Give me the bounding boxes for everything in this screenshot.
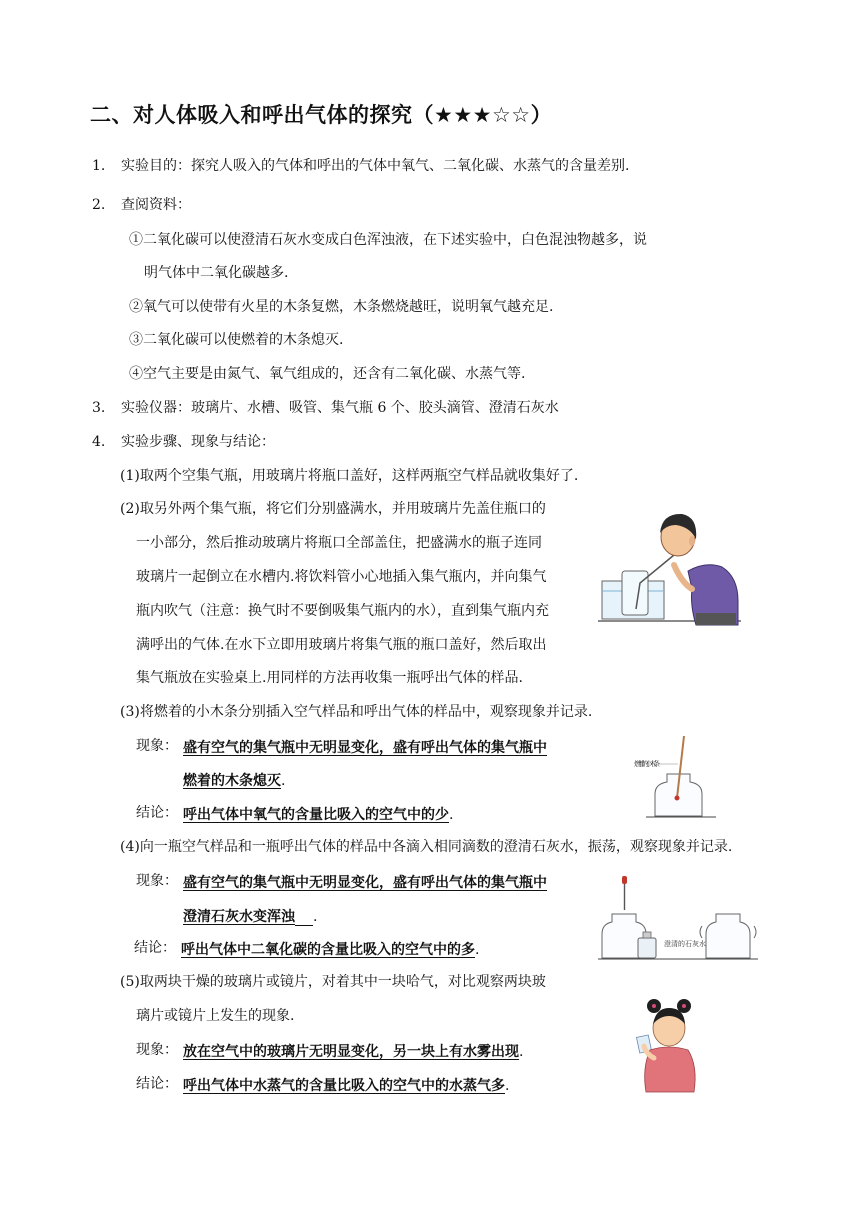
step-2-line-1: (2)取另外两个集气瓶，将它们分别盛满水，并用玻璃片先盖住瓶口的 [120,501,546,517]
item-4-text: 实验步骤、现象与结论： [121,434,275,450]
item-number-4: 4. [92,434,106,450]
answer-conclusion-5: 呼出气体中水蒸气的含量比吸入的空气中的水蒸气多 [183,1078,505,1094]
step-2-line-4: 瓶内吹气（注意：换气时不要倒吸集气瓶内的水），直到集气瓶内充 [136,603,549,619]
figure-blowing-experiment [596,505,746,630]
section-title: 二、对人体吸入和呼出气体的探究（★★★☆☆） [90,103,553,127]
reference-1-line-1: ①二氧化碳可以使澄清石灰水变成白色浑浊液，在下述实验中，白色混浊物越多，说 [129,232,647,248]
answer-phenomenon-3-line-2: 燃着的木条熄灭 [183,773,281,789]
answer-conclusion-4: 呼出气体中二氧化碳的含量比吸入的空气中的多 [181,942,475,958]
blank-underline [295,908,313,926]
phenomenon-label-4: 现象： [136,873,178,889]
item-2-text: 查阅资料： [121,197,191,213]
step-5-line-1: (5)取两块干燥的玻璃片或镜片，对着其中一块哈气，对比观察两块玻 [120,974,546,990]
reference-3: ③二氧化碳可以使燃着的木条熄灭. [129,332,344,348]
reference-1-line-2: 明气体中二氧化碳越多. [144,265,289,281]
item-1-text: 实验目的：探究人吸入的气体和呼出的气体中氧气、二氧化碳、水蒸气的含量差别. [121,158,630,174]
answer-phenomenon-4-line-2: 澄清石灰水变浑浊 [183,909,295,925]
step-4: (4)向一瓶空气样品和一瓶呼出气体的样品中各滴入相同滴数的澄清石灰水，振荡，观察现象并记录. [120,839,733,855]
step-2-line-2: 一小部分，然后推动玻璃片将瓶口全部盖住，把盛满水的瓶子连同 [136,535,542,551]
phenomenon-label-5: 现象： [136,1042,178,1058]
step-3: (3)将燃着的小木条分别插入空气样品和呼出气体的样品中，观察现象并记录. [120,704,593,720]
figure-girl-breathing [628,996,712,1094]
period-mark: . [313,909,318,925]
item-number-3: 3. [92,400,106,416]
period-mark: . [281,773,286,789]
conclusion-label-5: 结论： [136,1076,178,1092]
stick-label: 燃着的小木条 [634,760,660,768]
period-mark: . [505,1078,510,1094]
conclusion-label-3: 结论： [136,805,178,821]
phenomenon-label-3: 现象： [136,738,178,754]
answer-phenomenon-4-line-1: 盛有空气的集气瓶中无明显变化，盛有呼出气体的集气瓶中 [183,875,547,891]
conclusion-label-4: 结论： [134,940,176,956]
step-2-line-6: 集气瓶放在实验桌上.用同样的方法再收集一瓶呼出气体的样品. [136,670,523,686]
item-number-2: 2. [92,197,106,213]
period-mark: . [449,807,454,823]
answer-phenomenon-5: 放在空气中的玻璃片无明显变化，另一块上有水雾出现 [183,1044,519,1060]
period-mark: . [519,1044,524,1060]
item-number-1: 1. [92,158,106,174]
step-2-line-3: 玻璃片一起倒立在水槽内.将饮料管小心地插入集气瓶内，并向集气 [136,569,547,585]
step-2-line-5: 满呼出的气体.在水下立即用玻璃片将集气瓶的瓶口盖好，然后取出 [136,637,547,653]
lime-water-label: 澄清的石灰水 [664,940,706,948]
figure-burning-stick [612,730,722,820]
figure-lime-water [598,872,758,962]
period-mark: . [475,942,480,958]
answer-conclusion-3: 呼出气体中氧气的含量比吸入的空气中的少 [183,807,449,823]
step-1: (1)取两个空集气瓶，用玻璃片将瓶口盖好，这样两瓶空气样品就收集好了. [120,468,579,484]
step-5-line-2: 璃片或镜片上发生的现象. [136,1008,295,1024]
item-3-text: 实验仪器：玻璃片、水槽、吸管、集气瓶 6 个、胶头滴管、澄清石灰水 [121,400,559,416]
reference-2: ②氧气可以使带有火星的木条复燃，木条燃烧越旺，说明氧气越充足. [129,299,554,315]
reference-4: ④空气主要是由氮气、氧气组成的，还含有二氧化碳、水蒸气等. [129,366,526,382]
answer-phenomenon-3-line-1: 盛有空气的集气瓶中无明显变化，盛有呼出气体的集气瓶中 [183,740,547,756]
